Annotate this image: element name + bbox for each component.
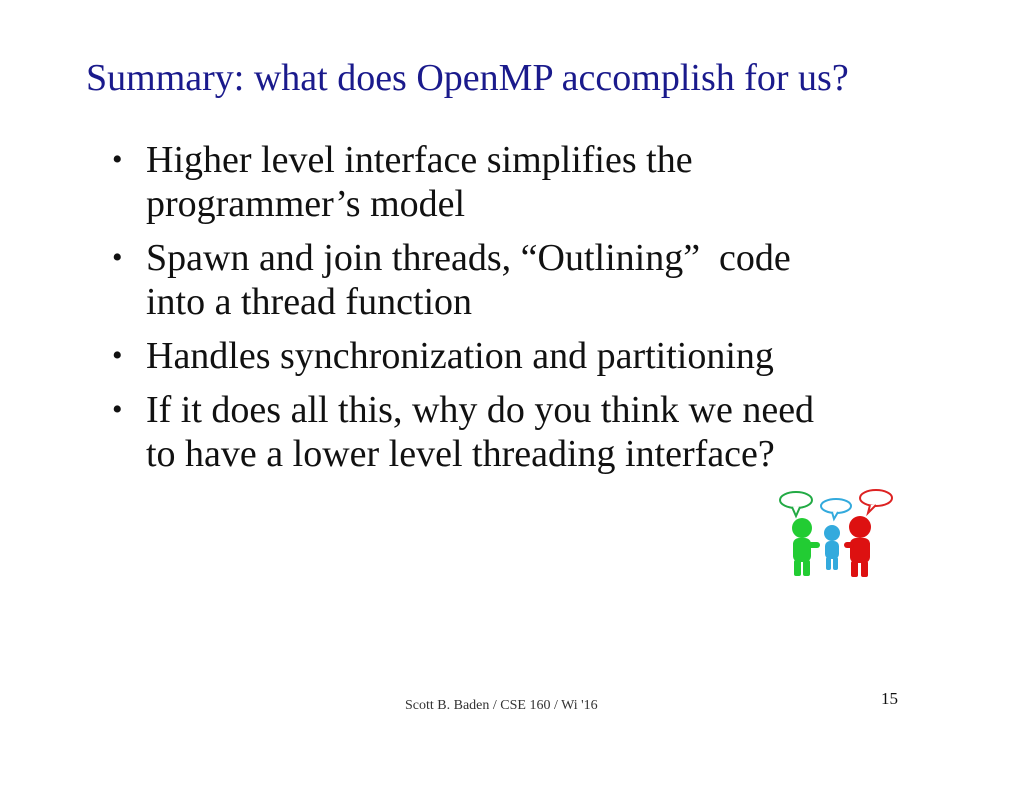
bullet-item — [110, 334, 910, 378]
speech-bubble-icon — [780, 492, 812, 516]
bullet-item — [110, 236, 910, 324]
bullet-dot-icon: • — [112, 339, 123, 372]
speech-bubble-icon — [860, 490, 892, 513]
slide-footer: Scott B. Baden / CSE 160 / Wi '16 — [405, 698, 598, 713]
bullet-text-line: into a thread function — [146, 281, 473, 323]
bullet-text-line: to have a lower level threading interface? — [146, 433, 775, 475]
bullet-text-line: Spawn and join threads, “Outlining” code — [146, 237, 791, 279]
person-figure-icon — [844, 516, 871, 577]
slide-title: Summary: what does OpenMP accomplish for us? — [86, 57, 849, 99]
bullet-dot-icon: • — [112, 241, 123, 274]
bullet-text-line: Higher level interface simplifies the — [146, 139, 693, 181]
speech-bubble-icon — [821, 499, 851, 519]
bullet-list — [110, 138, 910, 486]
bullet-dot-icon: • — [112, 143, 123, 176]
bullet-text-line: programmer’s model — [146, 183, 466, 225]
slide-number: 15 — [881, 689, 898, 708]
bullet-item — [110, 388, 910, 476]
bullet-text-line: Handles synchronization and partitioning — [146, 335, 774, 377]
bullet-item — [110, 138, 910, 226]
discussion-people-icon — [774, 488, 896, 580]
bullet-text-line: If it does all this, why do you think we need — [146, 389, 815, 431]
person-figure-icon — [792, 518, 820, 576]
person-figure-icon — [824, 525, 840, 570]
bullet-dot-icon: • — [112, 393, 123, 426]
